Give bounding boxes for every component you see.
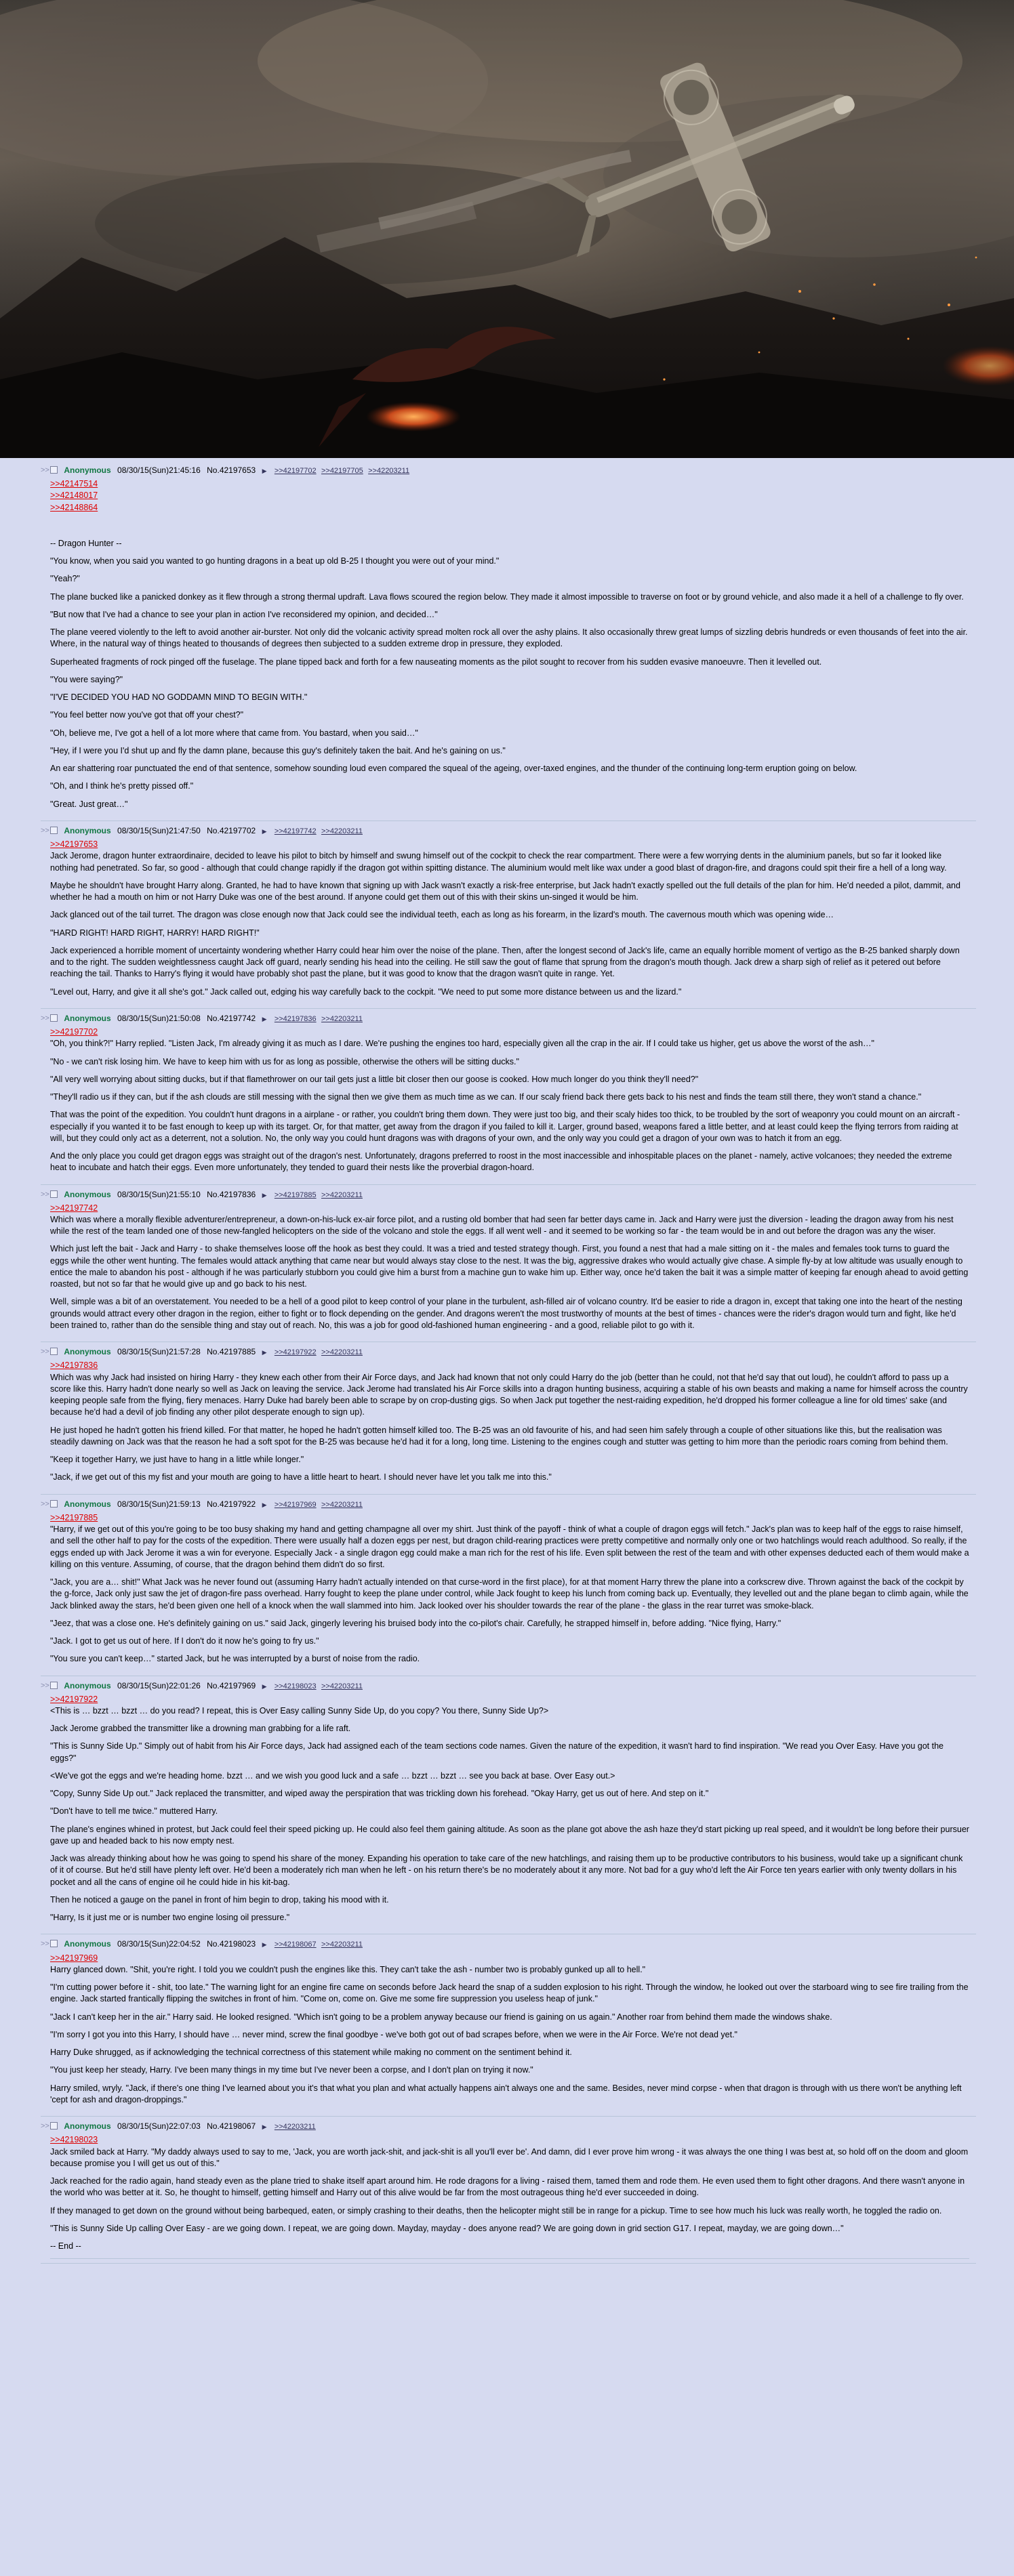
post-info xyxy=(50,2121,969,2132)
post-paragraph: The plane bucked like a panicked donkey as it flew through a strong thermal updraft. Lava flows scoured the region below. They made it almost impossible to traverse on foot or by ground vehicle, and also made it a hell of a challenge to fly over. xyxy=(50,591,964,602)
poster-name: Anonymous xyxy=(64,2121,111,2132)
post-paragraph: And the only place you could get dragon eggs was straight out of the dragon's nest. Unfortunately, dragons preferred to roost in the most inaccessible and inhospitable places on the planet - namely, active volcanoes; they needed the extreme heat to incubate and hatch their eggs. Even more unfortunately, they tended to guard their nests like the proverbial dragon-hoard. xyxy=(50,1151,952,1173)
quote-link[interactable]: >>42148017 xyxy=(50,491,98,501)
post-info xyxy=(50,465,969,476)
poster-name: Anonymous xyxy=(64,1499,111,1509)
post-checkbox[interactable] xyxy=(50,466,58,474)
post-paragraph: "I'm cutting power before it - shit, too late." The warning light for an engine fire came on seconds before Jack heard the snap of a sudden explosion to his right. Through the window, he looked out over the starboard wing to see fire trailing from the engine. Jack started frantically flipping the switches in front of him. "Come on, come on. Give me some fire suppression you useless heap of junk." xyxy=(50,1982,969,2004)
backlink[interactable]: >>42197885 xyxy=(274,1190,317,1199)
post-paragraph: Jack experienced a horrible moment of uncertainty wondering whether Harry could hear him over the noise of the plane. Then, after the longest second of Jack's life, came an equally horrible moment of vertigo as the B-25 banked sharply down and to the right. The sudden weightlessness caught Jack off guard, nearly sending his head into the ceiling. He still saw the gout of flame that sprung from the dragon's mouth though. Jack drew a sharp sigh of relief as it petered out before reaching the tail. Thanks to Harry's flying it would have probably shot past the plane, but it was good to know that the dragon wasn't quite in range. Yet. xyxy=(50,945,960,979)
backlink[interactable]: >>42203211 xyxy=(321,1348,363,1357)
post-paragraph: Superheated fragments of rock pinged off the fuselage. The plane tipped back and forth for a few nauseating moments as the pilot sought to recover from his sudden evasive manoeuvre. Then it levelled out. xyxy=(50,657,822,667)
backlink[interactable]: >>42203211 xyxy=(321,1940,363,1949)
post-paragraph: "Copy, Sunny Side Up out." Jack replaced the transmitter, and wiped away the perspiration that was trickling down his forehead. "Okay Harry, get us out of here. And step on it." xyxy=(50,1789,709,1799)
post-paragraph: Jack glanced out of the tail turret. The dragon was close enough now that Jack could see the individual teeth, each as long as his forearm, in the lizard's mouth. The cavernous mouth which was opening wide… xyxy=(50,910,834,920)
backlinks xyxy=(275,1014,365,1023)
post xyxy=(41,824,976,1009)
post-paragraph: -- End -- xyxy=(50,2241,81,2251)
post-paragraph: Jack Jerome grabbed the transmitter like a drowning man grabbing for a life raft. xyxy=(50,1724,351,1734)
post-paragraph: "Don't have to tell me twice." muttered Harry. xyxy=(50,1806,218,1816)
backlinks xyxy=(275,465,412,475)
post-paragraph: "Great. Just great…" xyxy=(50,799,128,809)
post-checkbox[interactable] xyxy=(50,1014,58,1022)
post-info xyxy=(50,1680,969,1692)
reply-marker: >> xyxy=(41,2122,49,2131)
backlink[interactable]: >>42197702 xyxy=(274,467,317,475)
post-paragraph: "But now that I've had a chance to see your plan in action I've reconsidered my opinion, and decided…" xyxy=(50,609,438,619)
backlink[interactable]: >>42197836 xyxy=(274,1014,317,1023)
post-checkbox[interactable] xyxy=(50,827,58,834)
post-paragraph: Then he noticed a gauge on the panel in front of him begin to drop, taking his mood with it. xyxy=(50,1894,389,1905)
quote-link[interactable]: >>42197653 xyxy=(50,839,98,850)
post-paragraph: "All very well worrying about sitting ducks, but if that flamethrower on our tail gets just a little bit closer then our goose is cooked. How much longer do you think they'll need?" xyxy=(50,1074,699,1084)
header-illustration xyxy=(0,0,1014,458)
post-paragraph: The plane's engines whined in protest, but Jack could feel their speed picking up. He could also feel them gaining altitude. As soon as the plane got above the ash haze they'd start picking up real speed, and it wouldn't be long before their pursuer gave up and headed back to his now empty nest. xyxy=(50,1824,969,1846)
post-paragraph: "Oh, believe me, I've got a hell of a lot more where that came from. You bastard, when you said…" xyxy=(50,728,418,738)
post-paragraph: Well, simple was a bit of an overstatement. You needed to be a hell of a good pilot to keep control of your plane in the turbulent, ash-filled air of volcano country. It'd be easier to ride a dragon in, except that taking one into the heart of the nesting grounds would attract every other dragon in the region, either to fight or to flock depending on the gender. And dragons weren't the most trustworthy of mounts at the best of times - chances were the rider's dragon would turn and fight, like he'd been trained to, rather than do the sensible thing and stay out of reach. No, this was a job for good old-fashioned human engineering - and a good, reliable pilot to go with it. xyxy=(50,1297,962,1330)
quote-link[interactable]: >>42148864 xyxy=(50,502,98,512)
post xyxy=(41,1679,976,1935)
post-paragraph: "Hey, if I were you I'd shut up and fly the damn plane, because this guy's definitely taken the bait. And he's gaining on us." xyxy=(50,745,506,755)
backlink[interactable]: >>42203211 xyxy=(321,1190,363,1199)
post-body xyxy=(50,825,976,1004)
post-checkbox[interactable] xyxy=(50,1500,58,1508)
reply-marker: >> xyxy=(41,1681,49,1690)
post xyxy=(41,1188,976,1343)
post-paragraph: "HARD RIGHT! HARD RIGHT, HARRY! HARD RIGHT!" xyxy=(50,928,260,938)
post-paragraph: "No - we can't risk losing him. We have to keep him with us for as long as possible, otherwise the others will be sitting ducks." xyxy=(50,1056,519,1066)
post-paragraph: "This is Sunny Side Up." Simply out of habit from his Air Force days, Jack had assigned each of the team sections code names. Given the nature of the expedition, it wasn't hard to find inspiration. "We read you Over Easy. Have you got the eggs?" xyxy=(50,1741,944,1763)
post-body xyxy=(50,1499,976,1671)
post-info xyxy=(50,1938,969,1950)
poster-name: Anonymous xyxy=(64,1680,111,1690)
post-menu-arrow-icon[interactable]: ▶ xyxy=(262,827,267,835)
post-date: 08/30/15(Sun)21:45:16 xyxy=(117,465,201,475)
post-paragraph: "Jack. I got to get us out of here. If I don't do it now he's going to fry us." xyxy=(50,1636,319,1646)
post-body xyxy=(50,2121,976,2259)
post-info xyxy=(50,825,969,837)
post-info xyxy=(50,1346,969,1358)
backlink[interactable]: >>42203211 xyxy=(321,827,363,835)
poster-name: Anonymous xyxy=(64,1189,111,1199)
post-number[interactable]: No.42197922 xyxy=(207,1499,256,1509)
post-paragraph: "You feel better now you've got that off your chest?" xyxy=(50,710,244,720)
post-body xyxy=(50,1013,976,1180)
post-paragraph: "Jack, you are a… shit!" What Jack was he never found out (assuming Harry hadn't actually intended on that curse-word in the first place), for at that moment Harry threw the plane into a corkscrew dive. Thrown against the back of the cockpit by the g-force, Jack only just saw the jet of dragon-fire pass overhead. Harry fought to keep the plane under control, while Jack fought to keep his lunch from coming back up. Eventually, they levelled out and the plane began to climb again, while the Jack blinked away the stars, he'd been given one hell of a knock when the wall slammed into him. Jack looked over his shoulder towards the rear of the plane - the glass in the rear turret was smoke-black. xyxy=(50,1577,969,1611)
post-paragraph: "This is Sunny Side Up calling Over Easy - are we going down. I repeat, we are going down. Mayday, mayday - does anyone read? We are going down in grid section G17. I repeat, mayday, we are going down…" xyxy=(50,2223,844,2233)
reply-marker: >> xyxy=(41,1190,49,1199)
backlinks xyxy=(275,1939,365,1949)
post-paragraph: Harry glanced down. "Shit, you're right. I told you we couldn't push the engines like this. They can't take the ash - number two is probably gunked up all to hell." xyxy=(50,1964,646,1974)
post-paragraph: <We've got the eggs and we're heading home. bzzt … and we wish you good luck and a safe … bzzt … bzzt … see you back at base. Over Easy out.> xyxy=(50,1770,615,1781)
divider xyxy=(50,2258,969,2259)
post-paragraph: "Oh, and I think he's pretty pissed off." xyxy=(50,781,194,791)
post-menu-arrow-icon[interactable]: ▶ xyxy=(262,1191,267,1199)
post-checkbox[interactable] xyxy=(50,1682,58,1689)
reply-marker: >> xyxy=(41,1014,49,1022)
post-body xyxy=(50,465,976,816)
post-number[interactable]: No.42197969 xyxy=(207,1680,256,1690)
post-checkbox[interactable] xyxy=(50,1940,58,1947)
post-paragraph: Which was where a morally flexible adventurer/entrepreneur, a down-on-his-luck ex-air force pilot, and a rusting old bomber that had seen far better days came in. Jack and Harry were just the diversion - leading the dragon away from his nest while the rest of the team landed one of those new-fangled helicopters on the side of the volcano and stole the eggs. If all went well - and it seemed to be working so far - the team would be in and out before the dragon was any the wiser. xyxy=(50,1214,954,1237)
post-menu-arrow-icon[interactable]: ▶ xyxy=(262,468,267,474)
quote-link[interactable]: >>42197702 xyxy=(50,1027,98,1037)
post-paragraph: "I'm sorry I got you into this Harry, I should have … never mind, screw the final goodbye - we've both got out of bad scrapes before, when we were in the Air Force. We're not dead yet." xyxy=(50,2029,737,2039)
post-paragraph: "You sure you can't keep…" started Jack, but he was interrupted by a burst of noise from the radio. xyxy=(50,1654,420,1664)
post-paragraph: "Level out, Harry, and give it all she's got." Jack called out, edging his way carefully back to the cockpit. "We need to put some more distance between us and the lizard." xyxy=(50,986,682,997)
post-info xyxy=(50,1499,969,1510)
post-paragraph: Harry smiled, wryly. "Jack, if there's one thing I've learned about you it's that what you plan and what actually happens ain't always one and the same. Besides, never mind corpse - when that dragon is through with us there won't be anything left 'cept for ash and dragon-droppings." xyxy=(50,2083,962,2104)
poster-name: Anonymous xyxy=(64,825,111,835)
reply-marker: >> xyxy=(41,1348,49,1356)
quote-link[interactable]: >>42197742 xyxy=(50,1203,98,1213)
post-paragraph: Jack Jerome, dragon hunter extraordinaire, decided to leave his pilot to bitch by himself and swung himself out of the cockpit to check the rear compartment. There were a few worrying dents in the aluminium panels, but so far it looked like nothing had penetrated. So far, so good - although that could change rapidly if the dragon got within spitting distance. The aluminium would melt like wax under a good blast of dragon-fire, and dragons could spit their fire a hell of a long way. xyxy=(50,851,947,873)
quote-link[interactable]: >>42198023 xyxy=(50,2135,98,2145)
quote-link[interactable]: >>42197885 xyxy=(50,1512,98,1522)
backlinks xyxy=(275,1499,365,1509)
post xyxy=(41,1937,976,2117)
post-paragraph: The plane veered violently to the left to avoid another air-burster. Not only did the volcanic activity spread molten rock all over the ashy plains. It also occasionally threw great lumps of sizzling debris hundreds or even thousands of feet into the air. Where, in the natural way of things heated to thousands of degrees then subjected to a sudden extreme drop in pressure, they exploded. xyxy=(50,627,968,649)
reply-marker: >> xyxy=(41,1940,49,1949)
post xyxy=(41,2119,976,2264)
post-paragraph: Which was why Jack had insisted on hiring Harry - they knew each other from their Air Force days, and Jack had known that not only could Harry do the job (better than he could, not that he'd say that out loud), he couldn't afford to pass up a score like this. Harry hadn't done nearly so well as Jack on leaving the service. Jack Jerome had translated his Air Force skills into a dragon hunting business, acquiring a stable of his own beasts and making a name for himself across the country keeping people safe from the flying, fiery menaces. Harry Duke had barely been able to scrape by on crop-dusting gigs. So when Jack put together the nest-raiding expedition, he'd dropped his former colleague a line for old times' sake (and because he'd had a devil of job finding any other pilot desperate enough to sign up). xyxy=(50,1372,968,1417)
post-paragraph: <This is … bzzt … bzzt … do you read? I repeat, this is Over Easy calling Sunny Side Up, do you copy? You there, Sunny Side Up?> xyxy=(50,1705,549,1716)
poster-name: Anonymous xyxy=(64,1013,111,1023)
post-menu-arrow-icon[interactable]: ▶ xyxy=(262,1501,267,1508)
backlink[interactable]: >>42203211 xyxy=(321,1014,363,1023)
bomber-over-volcano-illustration xyxy=(0,0,1014,458)
post-paragraph: "You just keep her steady, Harry. I've been many things in my time but I've never been a corpse, and I don't plan on trying it now." xyxy=(50,2065,533,2075)
backlink[interactable]: >>42203211 xyxy=(274,2123,316,2132)
post-paragraph: "Oh, you think?!" Harry replied. "Listen Jack, I'm already giving it as much as I dare. We're pushing the engines too hard, especially given all the crap in the air. If I could take us higher, get us above the worst of the ash…" xyxy=(50,1039,874,1049)
post-paragraph: He just hoped he hadn't gotten his friend killed. For that matter, he hoped he hadn't gotten himself killed too. The B-25 was an old favourite of his, and had seen him safely through a couple of other situations like this, but the realisation was steadily dawning on Jack was that the reason he had a soft spot for the B-25 was because he'd had it for a long, long time. Listening to the engines cough and stutter was getting to him more than the periodic roars coming from behind them. xyxy=(50,1425,948,1447)
post-checkbox[interactable] xyxy=(50,2122,58,2130)
post-number[interactable]: No.42197653 xyxy=(207,465,256,475)
backlinks xyxy=(275,1190,365,1199)
post-date: 08/30/15(Sun)21:57:28 xyxy=(117,1347,201,1357)
post-paragraph: "Harry, Is it just me or is number two engine losing oil pressure." xyxy=(50,1913,290,1923)
post-paragraph: "Keep it together Harry, we just have to hang in a little while longer." xyxy=(50,1455,304,1465)
backlinks xyxy=(275,826,365,835)
backlinks xyxy=(275,1681,365,1690)
quote-link[interactable]: >>42197969 xyxy=(50,1953,98,1963)
reply-marker: >> xyxy=(41,466,49,474)
post-menu-arrow-icon[interactable]: ▶ xyxy=(262,1015,267,1022)
post-paragraph: An ear shattering roar punctuated the end of that sentence, somehow sounding loud even compared the squeal of the ageing, over-taxed engines, and the thunder of the continuing long-term eruption going on below. xyxy=(50,764,857,774)
post-body xyxy=(50,1938,976,2112)
post-date: 08/30/15(Sun)21:59:13 xyxy=(117,1499,201,1509)
post-paragraph: Jack was already thinking about how he was going to spend his share of the money. Expanding his operation to take care of the new hatchlings, and raising them up to be productive contributors to his business, would take up a significant chunk of it of course. But he'd still have plenty left over. He'd been a moderately rich man when he left - on his return there's be no moderately about it any more. Not bad for a guy who'd left the Air Force ten years earlier with only twenty dollars in his pocket and all the cans of engine oil he could hide in his kit-bag. xyxy=(50,1854,963,1887)
post-paragraph: Jack smiled back at Harry. "My daddy always used to say to me, 'Jack, you are worth jack-shit, and jack-shit is all you'll ever be'. And damn, did I ever prove him wrong - it was always the one thing I was best at, so hold off on the doom and gloom because promise you I will get us out of this." xyxy=(50,2146,969,2168)
post-paragraph: Maybe he shouldn't have brought Harry along. Granted, he had to have known that signing up with Jack wasn't exactly a risk-free enterprise, but Jack hadn't exactly spelled out the full details of the plan for him. He'd needed a pilot, dammit, and whether he had a mouth on him or not Harry Duke was one of the best around. If anyone could get them out of this with their skins un-singed it would be him. xyxy=(50,880,960,902)
post-paragraph: "Jack I can't keep her in the air." Harry said. He looked resigned. "Which isn't going to be a problem anyway because our friend is gaining on us again." Another roar from behind them made the windows shake. xyxy=(50,2012,832,2022)
post-date: 08/30/15(Sun)21:47:50 xyxy=(117,825,201,835)
backlink[interactable]: >>42197705 xyxy=(321,467,363,475)
quote-link[interactable]: >>42197836 xyxy=(50,1360,98,1371)
post-menu-arrow-icon[interactable]: ▶ xyxy=(262,1941,267,1949)
poster-name: Anonymous xyxy=(64,1939,111,1949)
post-date: 08/30/15(Sun)22:01:26 xyxy=(117,1680,201,1690)
post-number[interactable]: No.42197885 xyxy=(207,1347,256,1357)
quote-link[interactable]: >>42197922 xyxy=(50,1694,98,1704)
backlink[interactable]: >>42197742 xyxy=(274,827,317,835)
post-paragraph: "They'll radio us if they can, but if the ash clouds are still messing with the signal then we give them as much time as we can. If our scaly friend back there gets back to his nest and finds the team still there, they won't stand a chance." xyxy=(50,1092,922,1102)
backlink[interactable]: >>42198067 xyxy=(274,1940,317,1949)
post-paragraph: If they managed to get down on the ground without being barbequed, eaten, or simply crashing to their deaths, then the helicopter might still be in range for a pickup. Time to see how much his luck was really worth, he toggled the radio on. xyxy=(50,2205,942,2216)
backlinks xyxy=(275,2121,319,2131)
post-paragraph: -- Dragon Hunter -- xyxy=(50,538,122,548)
quote-link[interactable]: >>42147514 xyxy=(50,479,98,489)
post-paragraph: "You know, when you said you wanted to go hunting dragons in a beat up old B-25 I thought you were out of your mind." xyxy=(50,556,500,566)
reply-marker: >> xyxy=(41,826,49,835)
post-date: 08/30/15(Sun)21:50:08 xyxy=(117,1013,201,1023)
post-checkbox[interactable] xyxy=(50,1348,58,1355)
post-info xyxy=(50,1013,969,1024)
post-menu-arrow-icon[interactable]: ▶ xyxy=(262,1349,267,1356)
post-paragraph: Which just left the bait - Jack and Harry - to shake themselves loose off the hook as best they could. It was a tried and tested strategy though. First, you found a nest that had a male sitting on it - the males and females took turns to guard the eggs while the other went hunting. The females would attack anything that came near but would always stay close to the nest. It was the big, aggressive drakes who would actually give chase. A simple fly-by at low altitude was usually enough to entice the male to abandon his post - although if he was particularly stubborn you could give him a burst from a machine gun to wake him up. Either way, once he'd taken the bait it was a simple matter of keeping far enough ahead to avoid getting roasted, but not so far that he would give up and go back to his nest. xyxy=(50,1244,969,1289)
post xyxy=(41,1497,976,1676)
post-number[interactable]: No.42197702 xyxy=(207,825,256,835)
post-paragraph: "Harry, if we get out of this you're going to be too busy shaking my hand and getting champagne all over my shirt. Just think of the payoff - think of what a couple of dragon eggs will fetch." Jack's plan was to keep half of the eggs to raise himself, and sell the other half to pay for the costs of the expedition. There were usually half a dozen eggs per nest, but dragon child-rearing practices were pretty competitive and normally only one or two hatchlings would reach adulthood. So really, if the eggs ended up with Jack Jerome it was a win for everyone. Especially Jack - a single dragon egg could make a man rich for the rest of his life. Even split between the rest of the team and with other expenses deducted each of them would make a killing on this venture. Assuming, of course, that the dragon behind them didn't do so first. xyxy=(50,1524,969,1569)
post-number[interactable]: No.42197836 xyxy=(207,1189,256,1199)
thread xyxy=(0,458,976,2293)
post xyxy=(41,1345,976,1494)
post-menu-arrow-icon[interactable]: ▶ xyxy=(262,2123,267,2131)
post-paragraph: "I'VE DECIDED YOU HAD NO GODDAMN MIND TO BEGIN WITH." xyxy=(50,692,308,703)
post-number[interactable]: No.42198067 xyxy=(207,2121,256,2132)
backlink[interactable]: >>42197922 xyxy=(274,1348,317,1357)
post-info xyxy=(50,1189,969,1201)
post-checkbox[interactable] xyxy=(50,1190,58,1198)
backlinks xyxy=(275,1347,365,1356)
post xyxy=(41,463,976,821)
backlink[interactable]: >>42198023 xyxy=(274,1682,317,1690)
post-number[interactable]: No.42198023 xyxy=(207,1939,256,1949)
post-number[interactable]: No.42197742 xyxy=(207,1013,256,1023)
post-body xyxy=(50,1346,976,1489)
poster-name: Anonymous xyxy=(64,1347,111,1357)
reply-marker: >> xyxy=(41,1499,49,1508)
post-paragraph: "Jeez, that was a close one. He's definitely gaining on us." said Jack, gingerly levering his bruised body into the co-pilot's chair. Carefully, he strapped himself in, before adding. "Nice flying, Harry." xyxy=(50,1618,782,1628)
post-date: 08/30/15(Sun)21:55:10 xyxy=(117,1189,201,1199)
post xyxy=(41,1012,976,1185)
post-paragraph: Jack reached for the radio again, hand steady even as the plane tried to shake itself apart around him. He rode dragons for a living - raised them, tamed them and rode them. He even used them to fight other dragons. And there wasn't anyone in the world who was better at it. So, he thought to himself, getting himself and Harry out of this alive would be far from the most outrageous thing he'd ever succeeded in doing. xyxy=(50,2176,965,2198)
post-date: 08/30/15(Sun)22:07:03 xyxy=(117,2121,201,2132)
post-paragraph: That was the point of the expedition. You couldn't hunt dragons in a airplane - or rather, you couldn't bring them down. They were just too big, and their scaly hides too thick, to be troubled by the sort of weaponry you could mount on an aircraft - especially if you wanted it to be fast enough to keep up with its target. Or, for that matter, get away from the dragon if you failed to kill it. Larger, ground based, weapons fared a little better, and at least could keep the flying terrors from raiding at will, but they could only act as a deterrent, not a solution. No, the only way you could hunt dragons was with dragons of your own, and the only way you could get a dragon of your own was to hatch it from an egg. xyxy=(50,1110,960,1143)
backlink[interactable]: >>42203211 xyxy=(368,467,410,475)
backlink[interactable]: >>42203211 xyxy=(321,1682,363,1690)
backlink[interactable]: >>42203211 xyxy=(321,1500,363,1509)
post-date: 08/30/15(Sun)22:04:52 xyxy=(117,1939,201,1949)
post-menu-arrow-icon[interactable]: ▶ xyxy=(262,1682,267,1690)
post-paragraph: "You were saying?" xyxy=(50,674,123,684)
backlink[interactable]: >>42197969 xyxy=(274,1500,317,1509)
post-paragraph: Harry Duke shrugged, as if acknowledging the technical correctness of this statement while making no comment on the sentiment behind it. xyxy=(50,2048,572,2058)
post-paragraph: "Yeah?" xyxy=(50,574,80,584)
poster-name: Anonymous xyxy=(64,465,111,475)
post-paragraph: "Jack, if we get out of this my fist and your mouth are going to have a little heart to heart. I should never have let you talk me into this." xyxy=(50,1472,552,1482)
post-body xyxy=(50,1680,976,1930)
post-body xyxy=(50,1189,976,1338)
